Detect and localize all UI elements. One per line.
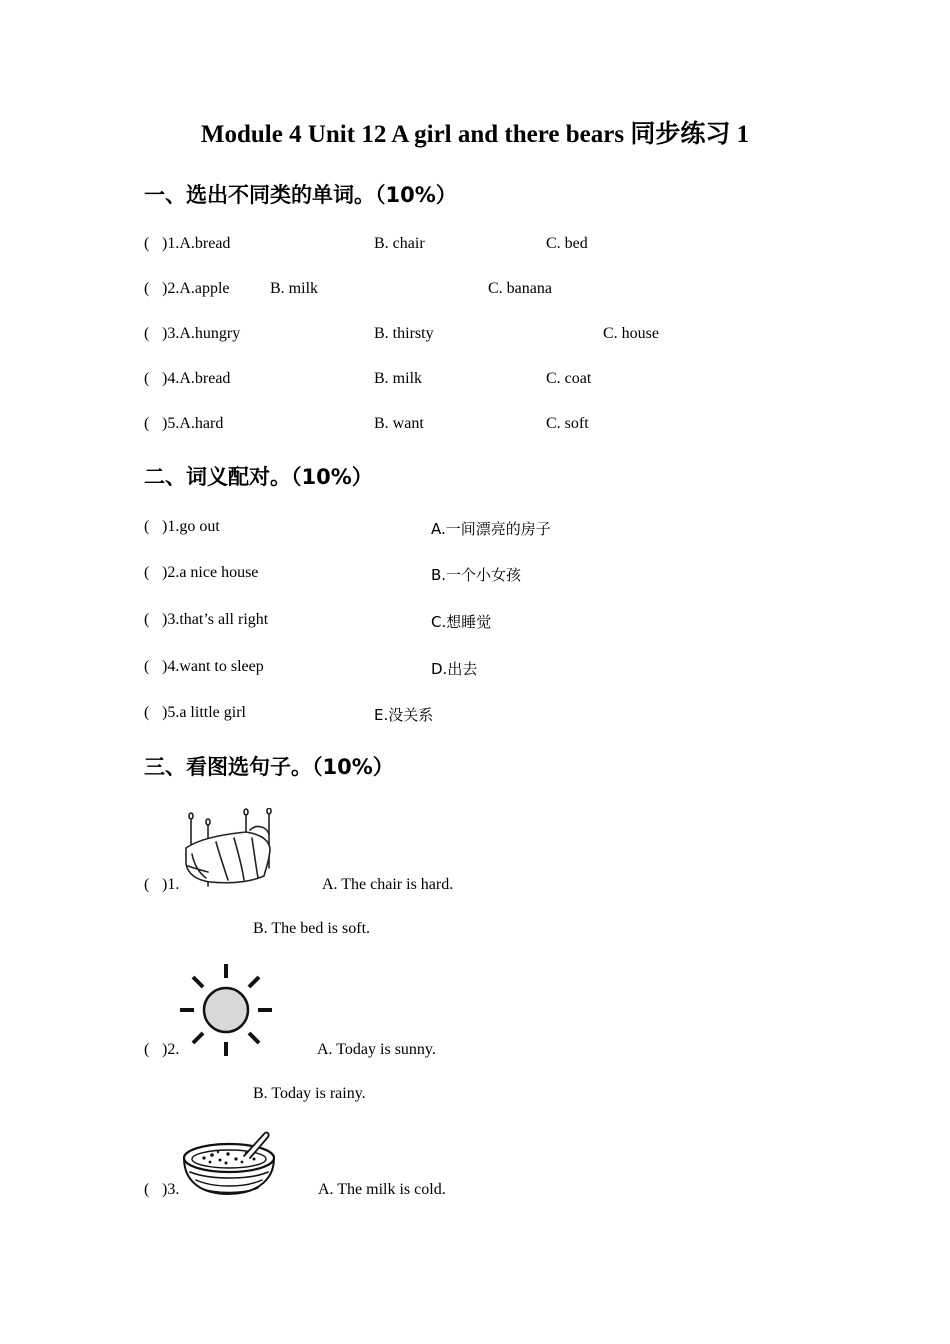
english-phrase: )1.go out [162, 518, 220, 535]
option-b: B. want [374, 415, 424, 432]
option-a: )5.A.hard [162, 415, 224, 432]
answer-paren: ( [144, 518, 150, 535]
english-phrase: )4.want to sleep [162, 658, 264, 675]
answer-paren: ( [144, 876, 150, 893]
answer-paren: ( [144, 280, 150, 297]
option-c: C. soft [546, 415, 589, 432]
answer-paren: ( [144, 1181, 150, 1198]
answer-paren: ( [144, 704, 150, 721]
option-a: A. Today is sunny. [317, 1041, 436, 1058]
answer-paren: ( [144, 611, 150, 628]
question-number: )2. [162, 1041, 180, 1058]
option-b: B. chair [374, 235, 425, 252]
option-b: B. milk [374, 370, 423, 387]
option-a: )2.A.apple [162, 280, 230, 297]
page-title: Module 4 Unit 12 A girl and there bears 同步练习 1 [200, 121, 750, 148]
answer-paren: ( [144, 564, 150, 581]
answer-paren: ( [144, 1041, 150, 1058]
chinese-meaning: C.想睡觉 [431, 613, 492, 631]
answer-paren: ( [144, 370, 150, 387]
answer-paren: ( [144, 325, 150, 342]
chinese-meaning: A.一间漂亮的房子 [431, 520, 551, 538]
sun-icon [180, 964, 272, 1056]
answer-paren: ( [144, 658, 150, 675]
option-a: )1.A.bread [162, 235, 231, 252]
section-1-heading: 一、选出不同类的单词。（10%） [144, 183, 457, 207]
question-number: )1. [162, 876, 180, 893]
answer-paren: ( [144, 235, 150, 252]
chinese-meaning: D.出去 [431, 660, 478, 678]
section-2-heading: 二、词义配对。（10%） [144, 465, 373, 489]
option-b: B. Today is rainy. [253, 1085, 366, 1102]
option-c: C. house [603, 325, 659, 342]
option-b: B. milk [270, 280, 319, 297]
question-number: )3. [162, 1181, 180, 1198]
chinese-meaning: B.一个小女孩 [431, 566, 522, 584]
english-phrase: )5.a little girl [162, 704, 246, 721]
option-c: C. bed [546, 235, 588, 252]
english-phrase: )2.a nice house [162, 564, 259, 581]
section-3-heading: 三、看图选句子。（10%） [144, 755, 394, 779]
english-phrase: )3.that’s all right [162, 611, 269, 628]
option-c: C. banana [488, 280, 552, 297]
option-a: )3.A.hungry [162, 325, 241, 342]
option-b: B. The bed is soft. [253, 920, 371, 937]
option-a: A. The chair is hard. [322, 876, 454, 893]
option-b: B. thirsty [374, 325, 434, 342]
chinese-meaning: E.没关系 [374, 706, 434, 724]
option-a: )4.A.bread [162, 370, 231, 387]
option-c: C. coat [546, 370, 592, 387]
bed-icon [180, 808, 276, 888]
option-a: A. The milk is cold. [318, 1181, 446, 1198]
bowl-icon [180, 1128, 278, 1198]
answer-paren: ( [144, 415, 150, 432]
